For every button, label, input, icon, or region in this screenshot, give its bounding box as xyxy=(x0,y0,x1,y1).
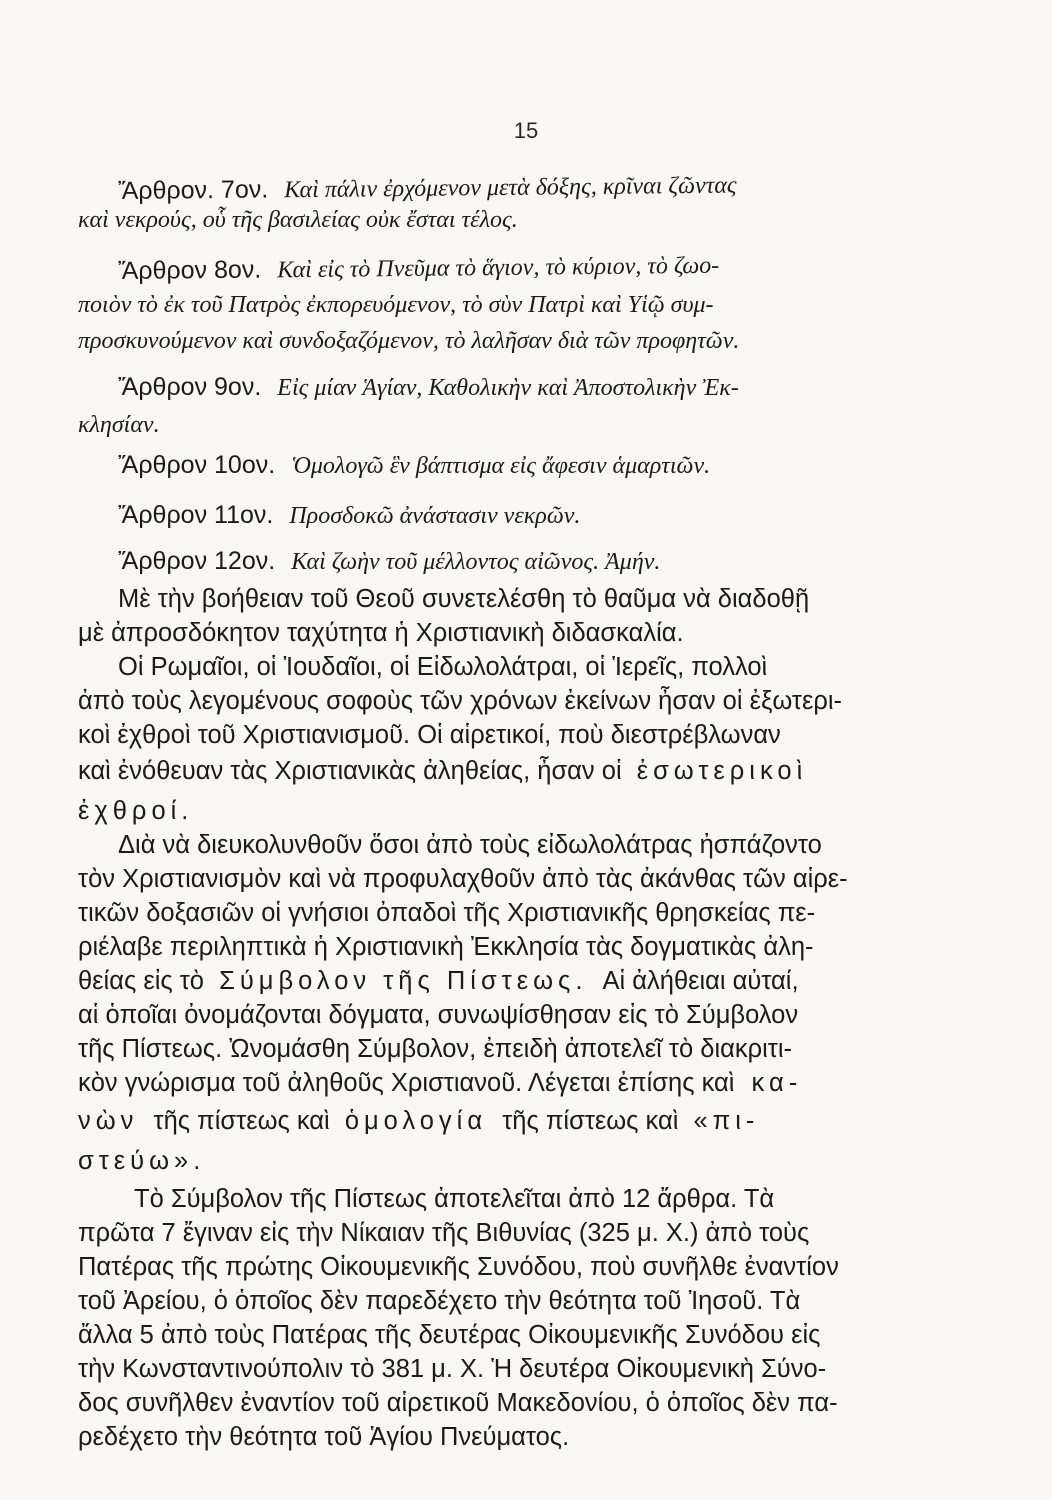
article-12-label: Ἄρθρον 12ον. xyxy=(118,547,276,575)
paragraph-2-line-2: ἀπὸ τοὺς λεγομένους σοφοὺς τῶν χρόνων ἐκείνων ἦσαν οἱ ἐξωτερι- xyxy=(78,687,843,715)
paragraph-2-line-1: Οἱ Ρωμαῖοι, οἱ Ἰουδαῖοι, οἱ Εἰδωλολάτραι, οἱ Ἱερεῖς, πολλοὶ xyxy=(118,653,768,681)
paragraph-3-line-6: αἱ ὁποῖαι ὀνομάζονται δόγματα, συνωψίσθησαν εἰς τὸ Σύμβολον xyxy=(78,1001,799,1029)
paragraph-4-line-8: ρεδέχετο τὴν θεότητα τοῦ Ἁγίου Πνεύματος. xyxy=(78,1423,570,1451)
emphasis-kanon-start: κα- xyxy=(751,1069,803,1097)
article-7-line-2: καὶ νεκρούς, οὗ τῆς βασιλείας οὐκ ἔσται τέλος. xyxy=(78,207,518,233)
page-number: 15 xyxy=(513,118,539,143)
paragraph-3-line-5-start: θείας εἰς τὸ xyxy=(78,967,204,995)
article-12-text: Καὶ ζωὴν τοῦ μέλλοντος αἰῶνος. Ἀμήν. xyxy=(291,549,661,575)
paragraph-3-line-9-text-b: τῆς πίστεως καὶ xyxy=(502,1107,679,1135)
article-8-line-1 xyxy=(118,250,720,287)
article-9-text: Εἰς μίαν Ἁγίαν, Καθολικὴν καὶ Ἀποστολικὴν Ἐκ- xyxy=(277,375,739,401)
paragraph-1-line-1: Μὲ τὴν βοήθειαν τοῦ Θεοῦ συνετελέσθη τὸ θαῦμα νὰ διαδοθῇ xyxy=(118,585,810,613)
emphasis-inner-enemies: ἐσωτερικοὶ xyxy=(636,757,808,785)
article-8-line-3: προσκυνούμενον καὶ συνδοξαζόμενον, τὸ λαλῆσαν διὰ τῶν προφητῶν. xyxy=(78,328,740,354)
paragraph-3-line-3: τικῶν δοξασιῶν οἱ γνήσιοι ὀπαδοὶ τῆς Χριστιανικῆς θρησκείας πε- xyxy=(78,899,816,927)
article-7-text: Καὶ πάλιν ἐρχόμενον μετὰ δόξης, κρῖναι ζῶντας xyxy=(284,172,737,204)
article-7-line-1 xyxy=(118,170,737,207)
paragraph-3-line-7: τῆς Πίστεως. Ὠνομάσθη Σύμβολον, ἐπειδὴ ἀποτελεῖ τὸ διακριτι- xyxy=(78,1035,792,1063)
paragraph-3-line-5-end: Αἱ ἀλήθειαι αὐταί, xyxy=(602,967,799,995)
emphasis-kanon-end: νὼν xyxy=(78,1107,139,1135)
article-11-text: Προσδοκῶ ἀνάστασιν νεκρῶν. xyxy=(289,503,581,529)
article-10-line xyxy=(118,450,710,481)
paragraph-2-line-3: κοὶ ἐχθροὶ τοῦ Χριστιανισμοῦ. Οἱ αἱρετικοί, ποὺ διεστρέβλωναν xyxy=(78,721,781,749)
paragraph-4-line-4: τοῦ Ἀρείου, ὁ ὁποῖος δὲν παρεδέχετο τὴν θεότητα τοῦ Ἰησοῦ. Τὰ xyxy=(78,1287,801,1315)
paragraph-3-line-2: τὸν Χριστιανισμὸν καὶ νὰ προφυλαχθοῦν ἀπὸ τὰς ἀκάνθας τῶν αἱρε- xyxy=(78,865,848,893)
paragraph-2-line-5: ἐχθροί. xyxy=(78,797,194,825)
paragraph-3-line-1: Διὰ νὰ διευκολυνθοῦν ὅσοι ἀπὸ τοὺς εἰδωλολάτρας ἠσπάζοντο xyxy=(118,831,822,859)
paragraph-2-line-4-text: καὶ ἐνόθευαν τὰς Χριστιανικὰς ἀληθείας, ἦσαν οἱ xyxy=(78,757,622,785)
paragraph-4-line-3: Πατέρας τῆς πρώτης Οἰκουμενικῆς Συνόδου, ποὺ συνῆλθε ἐναντίον xyxy=(78,1253,839,1281)
article-11-line xyxy=(118,500,580,531)
emphasis-homologia: ὁμολογία xyxy=(344,1107,488,1135)
article-9-line-2: κλησίαν. xyxy=(78,412,160,438)
paragraph-3-line-5 xyxy=(78,966,799,996)
paragraph-1-line-2: μὲ ἀπροσδόκητον ταχύτητα ἡ Χριστιανικὴ διδασκαλία. xyxy=(78,619,684,647)
paragraph-3-line-4: ριέλαβε περιληπτικὰ ἡ Χριστιανικὴ Ἐκκλησία τὰς δογματικὰς ἀλη- xyxy=(78,933,814,961)
paragraph-4-line-2: πρῶτα 7 ἔγιναν εἰς τὴν Νίκαιαν τῆς Βιθυνίας (325 μ. Χ.) ἀπὸ τοὺς xyxy=(78,1219,810,1247)
paragraph-3-line-8-text: κὸν γνώρισμα τοῦ ἀληθοῦς Χριστιανοῦ. Λέγεται ἐπίσης καὶ xyxy=(78,1069,735,1097)
paragraph-4-line-7: δος συνῆλθεν ἐναντίον τοῦ αἱρετικοῦ Μακεδονίου, ὁ ὁποῖος δὲν πα- xyxy=(78,1389,838,1417)
emphasis-pisteuo-start: «πι- xyxy=(693,1107,760,1135)
article-11-label: Ἄρθρον 11ον. xyxy=(118,501,274,529)
paragraph-4-line-6: τὴν Κωνσταντινούπολιν τὸ 381 μ. Χ. Ἡ δευτέρα Οἰκουμενικὴ Σύνο- xyxy=(78,1355,827,1383)
paragraph-2-line-4 xyxy=(78,756,807,786)
article-9-line-1 xyxy=(118,372,739,403)
article-10-text: Ὁμολογῶ ἓν βάπτισμα εἰς ἄφεσιν ἁμαρτιῶν. xyxy=(291,453,711,479)
paragraph-3-line-9-text-a: τῆς πίστεως καὶ xyxy=(153,1107,330,1135)
emphasis-symbol-of-faith: Σύμβολον τῆς Πίστεως. xyxy=(219,967,588,995)
article-10-label: Ἄρθρον 10ον. xyxy=(118,451,276,479)
article-8-text: Καὶ εἰς τὸ Πνεῦμα τὸ ἅγιον, τὸ κύριον, τὸ ζωο- xyxy=(277,252,720,284)
paragraph-3-line-9 xyxy=(78,1106,759,1136)
paragraph-3-line-10: στεύω». xyxy=(78,1147,206,1175)
paragraph-3-line-8 xyxy=(78,1068,802,1098)
article-9-label: Ἄρθρον 9ον. xyxy=(118,373,262,401)
article-7-label: Ἄρθρον. 7ον. xyxy=(117,175,269,205)
article-8-label: Ἄρθρον 8ον. xyxy=(117,255,262,285)
paragraph-4-line-5: ἄλλα 5 ἀπὸ τοὺς Πατέρας τῆς δευτέρας Οἰκουμενικῆς Συνόδου εἰς xyxy=(78,1321,821,1349)
article-8-line-2: ποιὸν τὸ ἐκ τοῦ Πατρὸς ἐκπορευόμενον, τὸ σὺν Πατρὶ καὶ Υἱῷ συμ- xyxy=(78,292,714,318)
paragraph-4-line-1: Τὸ Σύμβολον τῆς Πίστεως ἀποτελεῖται ἀπὸ 12 ἄρθρα. Τὰ xyxy=(134,1185,775,1213)
article-12-line xyxy=(118,546,660,577)
